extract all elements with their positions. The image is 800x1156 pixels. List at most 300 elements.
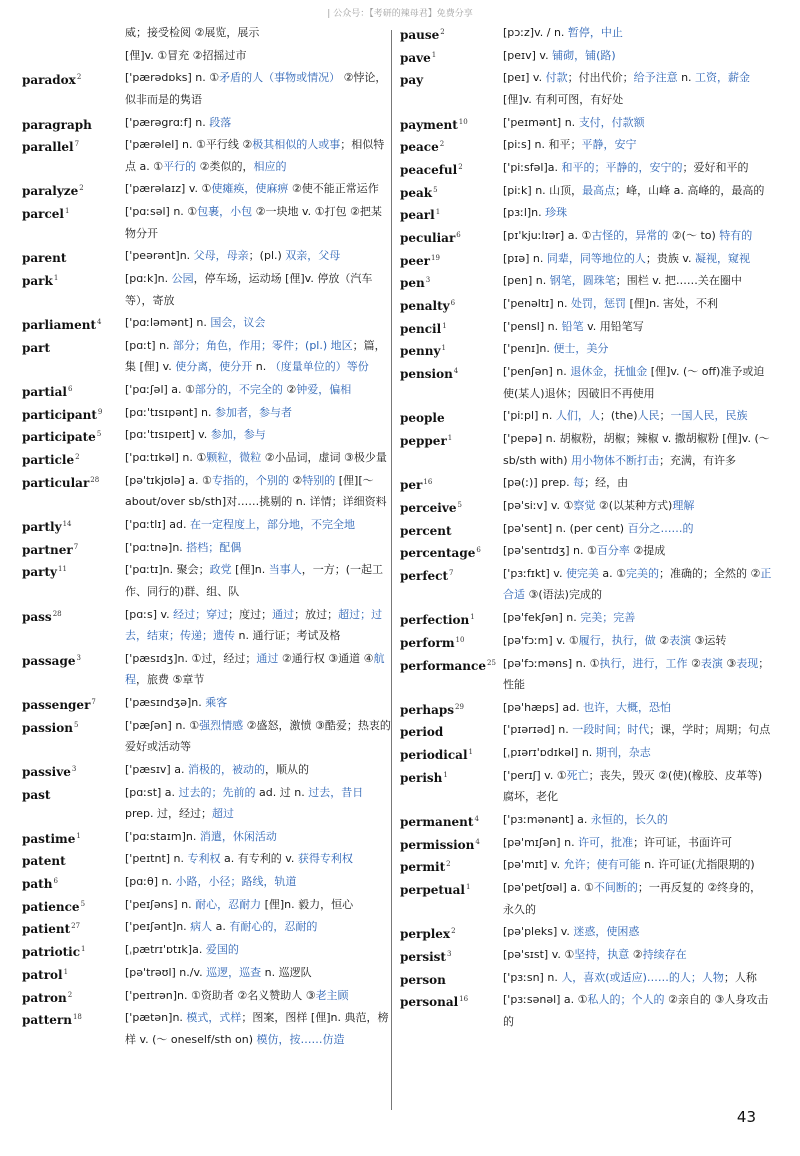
highlighted-meaning: 平静，安宁 — [581, 138, 637, 152]
highlighted-meaning: 相应的 — [253, 159, 287, 173]
definition — [503, 630, 772, 652]
definition-text: ，旅费 ⑤章节 — [136, 673, 205, 687]
highlighted-meaning: 表演 — [669, 633, 692, 647]
highlighted-meaning: 凝视，窥视 — [695, 251, 751, 265]
highlighted-meaning: 强烈情感 — [199, 718, 244, 732]
highlighted-meaning: 消遣，休闲活动 — [199, 829, 277, 843]
highlighted-meaning: 持续存在 — [642, 947, 687, 961]
highlighted-meaning: 坚持，执意 — [574, 947, 630, 961]
headword — [400, 921, 500, 946]
highlighted-meaning: 暂停，中止 — [567, 26, 623, 39]
definition-text: ['pærəgrɑːf] n. — [125, 115, 210, 129]
headword — [400, 225, 500, 250]
dictionary-entry — [22, 201, 392, 244]
highlighted-meaning: 使瘫痪，使麻痹 — [211, 182, 289, 196]
headword-text: paradox — [22, 73, 76, 88]
headword-text: participate — [22, 430, 96, 445]
definition-text: ，顺从的 — [264, 762, 309, 776]
definition-text: [俚]n. 毅力，恒心 — [261, 897, 354, 911]
definition-text: ad. 过 n. — [255, 785, 309, 799]
dictionary-entry — [22, 985, 392, 1007]
definition-text: ③运转 — [691, 633, 727, 647]
headword — [22, 871, 122, 896]
highlighted-meaning: 期刊，杂志 — [595, 746, 651, 760]
definition — [125, 470, 392, 513]
definition — [503, 719, 772, 741]
headword-text: particle — [22, 453, 75, 468]
dictionary-entry — [400, 112, 772, 134]
headword — [400, 248, 500, 273]
definition — [503, 989, 772, 1032]
headword — [400, 134, 500, 159]
frequency-count: 7 — [73, 542, 79, 551]
headword-text: perfection — [400, 613, 470, 628]
headword — [400, 472, 500, 497]
definition-text: ['pærəlaɪz] v. ① — [125, 182, 212, 196]
frequency-count: 1 — [442, 321, 447, 330]
headword — [400, 630, 500, 655]
frequency-count: 1 — [435, 208, 441, 217]
definition-text: ；(pl.) — [248, 249, 286, 263]
definition — [125, 916, 392, 938]
frequency-count: 9 — [97, 407, 103, 416]
continuation-text: 威；接受检阅 ②展览，展示 — [125, 26, 260, 39]
headword-text: partly — [22, 520, 62, 534]
highlighted-meaning: 搭档；配偶 — [186, 540, 242, 554]
definition-text: [俚]v. (～ off)准予或迫使(某人)退休；因破旧不再使用 — [503, 365, 765, 400]
definition — [503, 67, 772, 110]
definition-text: ['pɑːʃəl] a. ① — [125, 383, 195, 397]
definition-text: n. — [252, 360, 270, 374]
headword — [400, 697, 500, 722]
headword — [400, 293, 500, 318]
frequency-count: 16 — [459, 995, 469, 1004]
headword-text: pave — [400, 50, 431, 65]
headword — [22, 178, 122, 203]
definition-text: ；经，由 — [584, 476, 629, 490]
headword — [22, 692, 122, 717]
definition-text: [piːs] n. 和平； — [503, 138, 582, 152]
highlighted-meaning: 迷惑，使困惑 — [573, 925, 640, 939]
dictionary-entry — [22, 45, 392, 67]
dictionary-entry — [400, 428, 772, 471]
headword — [400, 112, 500, 137]
frequency-count: 28 — [52, 609, 62, 618]
dictionary-entry — [400, 270, 772, 292]
dictionary-entry — [400, 248, 772, 270]
highlighted-meaning: 超过 — [212, 807, 235, 820]
headword-text: passenger — [22, 697, 91, 712]
definition — [503, 944, 772, 966]
frequency-count: 6 — [450, 299, 456, 308]
definition-text: ；围栏 v. 把……关在圈中 — [615, 274, 742, 288]
definition-text: ['pepə] n. 胡椒粉，胡椒；辣椒 v. 撒胡椒粉 [俚]v. (～ sb/sth with) — [503, 432, 770, 467]
dictionary-entry — [22, 782, 392, 825]
definition-text: ；付出代价； — [567, 71, 634, 85]
headword — [22, 424, 122, 449]
definition-text: v. 用铅笔写 — [583, 319, 644, 333]
left-column — [22, 22, 392, 1051]
definition-text: [pə'sent] n. (per cent) — [503, 521, 628, 535]
highlighted-meaning: 私人的；个人的 — [587, 993, 665, 1007]
definition-text: [pɑːst] a. — [125, 785, 179, 799]
dictionary-entry — [400, 765, 772, 808]
definition-text: [pɑː'tɪsɪpeɪt] v. — [125, 428, 211, 442]
definition-text: ['pɑːtnə]n. — [125, 540, 187, 554]
definition-text: ['pærədɒks] n. ① — [125, 71, 220, 85]
definition-text: [pə'petʃʊəl] a. ① — [503, 881, 594, 894]
definition-text: ②类似的， — [196, 159, 254, 173]
highlighted-meaning: 完美；完善 — [580, 611, 636, 625]
right-column — [400, 22, 772, 1033]
definition-text: a. 有专利的 v. — [220, 852, 298, 866]
definition-text: ②亲自的 ③人身攻击的 — [503, 993, 769, 1028]
definition — [125, 648, 392, 691]
definition — [125, 537, 392, 559]
frequency-count: 7 — [91, 697, 96, 706]
headword-text: past — [22, 787, 51, 802]
highlighted-meaning: 双亲，父母 — [285, 249, 341, 263]
highlighted-meaning: 用小物体不断打击 — [571, 453, 660, 467]
definition-text: ['perɪʃ] v. ① — [503, 768, 567, 782]
definition-text: ；(the) — [599, 409, 638, 423]
highlighted-meaning: 正合适 — [503, 566, 772, 602]
definition-text: ['penəltɪ] n. — [503, 297, 572, 311]
headword — [22, 962, 122, 987]
headword — [22, 67, 122, 92]
definition-text: ② — [288, 473, 303, 487]
headword-text: pattern — [22, 1013, 72, 1028]
dictionary-entry — [22, 604, 392, 647]
definition-text: [pə'mɪt] v. — [503, 858, 564, 872]
dictionary-entry — [400, 338, 772, 360]
headword — [22, 470, 122, 495]
definition-text: ['penʃən] n. — [503, 365, 571, 379]
definition-text: [pə'mɪʃən] n. — [503, 835, 579, 849]
definition-text: ③(语法)完成的 — [525, 588, 602, 602]
headword-text: permission — [400, 837, 475, 852]
dictionary-entry — [22, 134, 392, 177]
definition — [125, 245, 392, 267]
dictionary-entry — [400, 563, 772, 606]
highlighted-meaning: 政党 — [209, 563, 232, 577]
headword-text: period — [400, 725, 444, 740]
frequency-count: 1 — [65, 207, 70, 216]
headword — [22, 447, 122, 472]
definition — [503, 495, 772, 517]
definition-text: [pɜːl]n. — [503, 206, 546, 220]
headword-text: paralyze — [22, 184, 79, 199]
highlighted-meaning: 获得专利权 — [297, 852, 353, 866]
definition-text: ②悖论，似非而是的隽语 — [125, 71, 387, 106]
headword — [400, 832, 500, 857]
definition — [125, 782, 392, 825]
definition-text: ['peɪʃənt]n. — [125, 920, 191, 934]
definition — [125, 178, 392, 200]
definition-text: [pɑːs] v. — [125, 607, 174, 621]
dictionary-entry — [22, 335, 392, 378]
dictionary-entry — [22, 178, 392, 200]
highlighted-meaning: 理解 — [672, 498, 695, 512]
highlighted-meaning: 百分率 — [596, 544, 630, 558]
headword-text: percent — [400, 523, 452, 538]
definition-text: n. 许可证(尤指限期的) — [640, 858, 755, 872]
headword — [400, 540, 500, 565]
dictionary-entry — [400, 202, 772, 224]
headword-text: peaceful — [400, 162, 458, 177]
headword-text: payment — [400, 117, 458, 132]
highlighted-meaning: 最高点 — [582, 183, 616, 197]
definition — [503, 428, 772, 471]
definition-text: ②盛怒，激愤 ③酷爱；热衷的爱好或活动等 — [125, 718, 391, 754]
definition-text: ； — [659, 409, 671, 423]
dictionary-entry — [400, 719, 772, 741]
definition — [503, 316, 772, 338]
headword — [400, 607, 500, 632]
headword — [400, 719, 500, 744]
definition-text: ②提成 — [629, 544, 666, 558]
headword — [400, 854, 500, 879]
definition — [125, 134, 392, 177]
definition — [503, 540, 772, 562]
headword — [22, 916, 122, 941]
headword-text: pay — [400, 73, 424, 88]
frequency-count: 6 — [53, 877, 58, 886]
headword — [400, 742, 500, 767]
definition — [125, 894, 392, 916]
headword — [400, 967, 500, 992]
frequency-count: 4 — [475, 837, 480, 846]
highlighted-meaning: 使分离，使分开 — [175, 360, 253, 374]
definition-text: ②小品词，虚词 ③极少量 — [261, 451, 387, 465]
headword-text: permanent — [400, 814, 474, 829]
definition-text: [pə'sɪst] v. ① — [503, 947, 575, 961]
definition-text: ；充满，有许多 — [659, 453, 737, 467]
dictionary-entry — [22, 1007, 392, 1050]
definition-text: [ˌpɪərɪ'ɒdɪkəl] n. — [503, 746, 596, 760]
definition — [503, 921, 772, 943]
highlighted-meaning: 段落 — [209, 115, 232, 129]
dictionary-entry — [400, 607, 772, 629]
highlighted-meaning: 和平的；平静的，安宁的 — [561, 160, 683, 174]
headword-text: pension — [400, 367, 453, 382]
definition — [503, 967, 772, 989]
definition-text: ；峰，山峰 a. 高峰的，最高的 — [615, 183, 765, 197]
definition — [503, 22, 772, 44]
dictionary-entry — [22, 962, 392, 984]
definition — [503, 518, 772, 540]
dictionary-entry — [400, 316, 772, 338]
page-number: 43 — [736, 1108, 756, 1126]
headword-text: parent — [22, 251, 67, 266]
definition-text: ['piːpl] n. — [503, 409, 556, 423]
highlighted-meaning: 执行，进行，工作 — [599, 656, 688, 670]
definition-text: [piːk] n. 山顶， — [503, 183, 583, 197]
definition-text: ['pɜːfɪkt] v. — [503, 566, 566, 580]
highlighted-meaning: 不间断的 — [593, 881, 638, 894]
headword-text: person — [400, 972, 446, 987]
frequency-count: 29 — [455, 702, 464, 711]
headword — [400, 202, 500, 227]
frequency-count: 6 — [476, 546, 481, 555]
dictionary-entry — [400, 653, 772, 696]
highlighted-meaning: 包裹，小包 — [197, 205, 253, 219]
definition-text: ['pærəlel] n. ①平行线 ② — [125, 138, 253, 152]
dictionary-entry — [400, 225, 772, 247]
definition — [503, 877, 772, 920]
headword — [22, 335, 122, 360]
headword — [400, 877, 500, 902]
definition-text: [pɑː'tɪsɪpənt] n. — [125, 405, 215, 419]
highlighted-meaning: 人，喜欢(或适应)……的人；人物 — [561, 970, 724, 984]
definition-text: [pə'hæps] ad. — [503, 700, 584, 714]
definition-text: ②(以某种方式) — [595, 498, 673, 512]
highlighted-meaning: 矛盾的人（事物或情况） — [219, 71, 341, 85]
frequency-count: 7 — [449, 568, 454, 577]
headword-text: perform — [400, 635, 455, 650]
definition-text: ['pɜːsənəl] a. ① — [503, 993, 588, 1007]
frequency-count: 25 — [486, 658, 496, 667]
definition — [503, 293, 772, 315]
headword — [400, 338, 500, 363]
dictionary-entry — [22, 402, 392, 424]
headword-text: parallel — [22, 140, 74, 155]
frequency-count: 10 — [455, 635, 465, 644]
frequency-count: 1 — [63, 967, 69, 976]
highlighted-meaning: 一国人民，民族 — [670, 409, 748, 423]
dictionary-entry — [22, 916, 392, 938]
definition-text: ②(～ to) — [668, 229, 720, 242]
headword — [22, 894, 122, 919]
definition-text: [俚]n. — [231, 563, 269, 577]
definition-text: a. ① — [598, 566, 627, 580]
highlighted-meaning: 国会，议会 — [210, 316, 266, 330]
headword — [400, 428, 500, 453]
definition — [125, 335, 392, 378]
headword-text: passage — [22, 653, 76, 668]
highlighted-meaning: 病人 — [190, 920, 213, 934]
dictionary-entry — [400, 967, 772, 989]
definition — [503, 157, 772, 179]
definition — [125, 826, 392, 848]
frequency-count: 6 — [67, 385, 73, 394]
definition-text: ['pensl] n. — [503, 319, 562, 333]
definition — [125, 985, 392, 1007]
headword — [22, 826, 122, 851]
definition-text: ，一方；(一起工作、同行的)群、组、队 — [125, 563, 383, 598]
dictionary-entry — [22, 379, 392, 401]
definition-text: [pə'fɔːməns] n. ① — [503, 656, 600, 670]
dictionary-entry — [22, 424, 392, 446]
headword — [400, 944, 500, 969]
highlighted-meaning: 专指的，个别的 — [211, 473, 289, 487]
dictionary-entry — [22, 894, 392, 916]
definition — [503, 225, 772, 247]
dictionary-entry — [22, 871, 392, 893]
highlighted-meaning: 颗粒，微粒 — [206, 451, 262, 465]
definition-text: n. 巡逻队 — [261, 965, 312, 979]
headword-text: patriotic — [22, 945, 81, 960]
dictionary-entry — [22, 537, 392, 559]
frequency-count: 3 — [425, 276, 431, 285]
highlighted-meaning: 一段时间；时代 — [572, 723, 650, 737]
dictionary-entry — [400, 832, 772, 854]
frequency-count: 1 — [53, 274, 59, 282]
dictionary-entry — [400, 495, 772, 517]
headword — [400, 989, 500, 1014]
highlighted-meaning: 工资，薪金 — [695, 71, 751, 85]
frequency-count: 4 — [453, 367, 459, 376]
definition-text: n. 通行证；考试及格 — [235, 629, 341, 643]
headword-text: perplex — [400, 927, 451, 942]
frequency-count: 1 — [468, 748, 473, 757]
highlighted-meaning: 公园 — [171, 272, 194, 285]
definition-text: ② — [629, 947, 643, 961]
definition — [503, 472, 772, 494]
highlighted-meaning: 同辈，同等地位的人 — [546, 251, 646, 265]
headword — [22, 201, 122, 226]
dictionary-entry — [400, 180, 772, 202]
definition — [125, 447, 392, 469]
dictionary-entry — [22, 514, 392, 536]
highlighted-meaning: 父母，母亲 — [193, 249, 249, 263]
frequency-count: 5 — [73, 720, 79, 729]
headword — [400, 518, 500, 543]
dictionary-entry — [400, 67, 772, 110]
watermark: | 公众号：【考研的辣母君】免费分享 — [327, 9, 473, 19]
frequency-count: 2 — [76, 73, 82, 82]
headword — [400, 405, 500, 430]
dictionary-entry — [400, 45, 772, 67]
definition-text: [pen] n. — [503, 274, 550, 288]
definition-text: [pɪə] n. — [503, 251, 547, 265]
headword-text: pepper — [400, 434, 447, 448]
headword — [22, 985, 122, 1010]
frequency-count: 5 — [457, 500, 462, 509]
highlighted-meaning: 处罚，惩罚 — [571, 297, 627, 311]
frequency-count: 16 — [423, 478, 433, 487]
headword-text: pastime — [22, 831, 76, 846]
definition — [503, 697, 772, 719]
headword — [400, 22, 500, 47]
definition-text: [pɑːθ] n. — [125, 875, 176, 889]
definition — [125, 692, 392, 714]
frequency-count: 2 — [75, 453, 80, 462]
definition — [125, 424, 392, 446]
headword-text: partner — [22, 542, 73, 557]
definition-text: ['peɪʃəns] n. — [125, 897, 196, 911]
headword — [22, 402, 122, 427]
headword — [400, 270, 500, 295]
definition-text: ['pɜːsn] n. — [503, 970, 562, 984]
definition-text: ['pæsɪndʒə]n. — [125, 695, 206, 709]
definition-text: ['pɑːsəl] n. ① — [125, 205, 198, 219]
definition — [125, 1007, 392, 1050]
definition-text: [pə(ː)] prep. — [503, 476, 574, 490]
highlighted-meaning: 死亡 — [566, 768, 589, 782]
headword-text: pencil — [400, 321, 442, 336]
headword-text: patience — [22, 899, 80, 914]
highlighted-meaning: 在一定程度上，部分地，不完全地 — [189, 518, 355, 531]
dictionary-entry — [400, 405, 772, 427]
definition-text: ；丧失，毁灭 ②(使)(橡胶、皮革等)腐坏，老化 — [503, 768, 763, 804]
definition-text: [俚][～ about/over sb/sth]对……挑剔的 n. 详情；详细资料 — [125, 473, 387, 509]
definition-text: [pɪ'kjuːlɪər] a. ① — [503, 229, 592, 242]
headword — [400, 765, 500, 790]
highlighted-meaning: 老主顾 — [315, 988, 349, 1002]
definition — [125, 268, 392, 311]
dictionary-entry — [400, 944, 772, 966]
